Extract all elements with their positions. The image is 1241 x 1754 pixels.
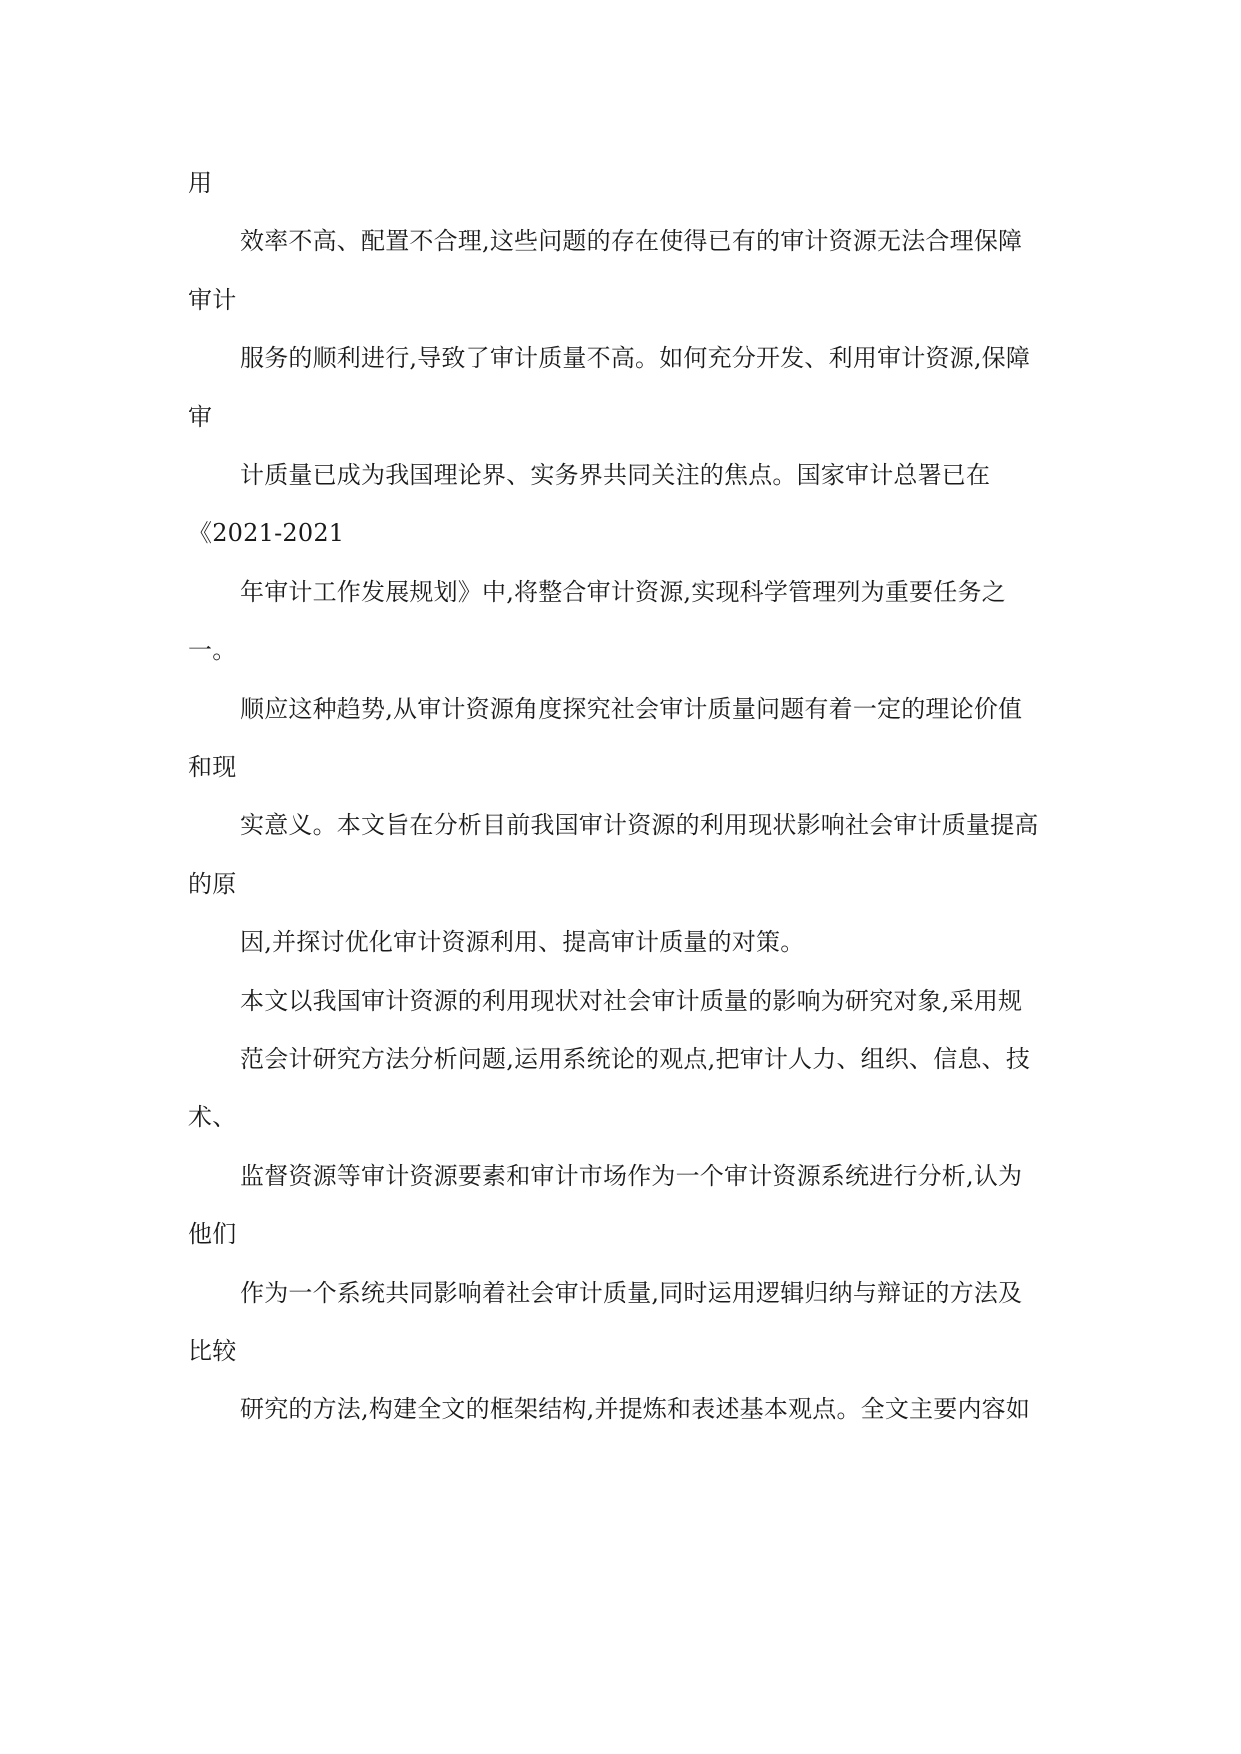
text-line: 和现 (188, 753, 237, 781)
text-line: 实意义。本文旨在分析目前我国审计资源的利用现状影响社会审计质量提高 (240, 811, 1039, 839)
text-line: 他们 (188, 1220, 237, 1248)
text-line: 审计 (188, 286, 237, 314)
text-line: 比较 (188, 1337, 237, 1365)
text-line: 的原 (188, 870, 237, 898)
text-line: 本文以我国审计资源的利用现状对社会审计质量的影响为研究对象,采用规 (240, 987, 1023, 1015)
text-line: 作为一个系统共同影响着社会审计质量,同时运用逻辑归纳与辩证的方法及 (240, 1279, 1023, 1307)
text-line: 监督资源等审计资源要素和审计市场作为一个审计资源系统进行分析,认为 (240, 1162, 1023, 1190)
text-line: 范会计研究方法分析问题,运用系统论的观点,把审计人力、组织、信息、技 (240, 1045, 1031, 1073)
text-line: 服务的顺利进行,导致了审计质量不高。如何充分开发、利用审计资源,保障 (240, 344, 1031, 372)
text-line: 术、 (188, 1103, 237, 1131)
text-line: 年审计工作发展规划》中,将整合审计资源,实现科学管理列为重要任务之 (240, 578, 1006, 606)
text-line: 《2021-2021 (188, 519, 345, 547)
text-line: 计质量已成为我国理论界、实务界共同关注的焦点。国家审计总署已在 (240, 461, 991, 489)
text-line: 因,并探讨优化审计资源利用、提高审计质量的对策。 (240, 928, 805, 956)
text-line: 研究的方法,构建全文的框架结构,并提炼和表述基本观点。全文主要内容如 (240, 1395, 1031, 1423)
text-line: 用 (188, 169, 213, 197)
text-line: 顺应这种趋势,从审计资源角度探究社会审计质量问题有着一定的理论价值 (240, 695, 1023, 723)
text-line: 审 (188, 403, 213, 431)
text-line: 效率不高、配置不合理,这些问题的存在使得已有的审计资源无法合理保障 (240, 227, 1023, 255)
text-line: 一。 (188, 636, 237, 664)
